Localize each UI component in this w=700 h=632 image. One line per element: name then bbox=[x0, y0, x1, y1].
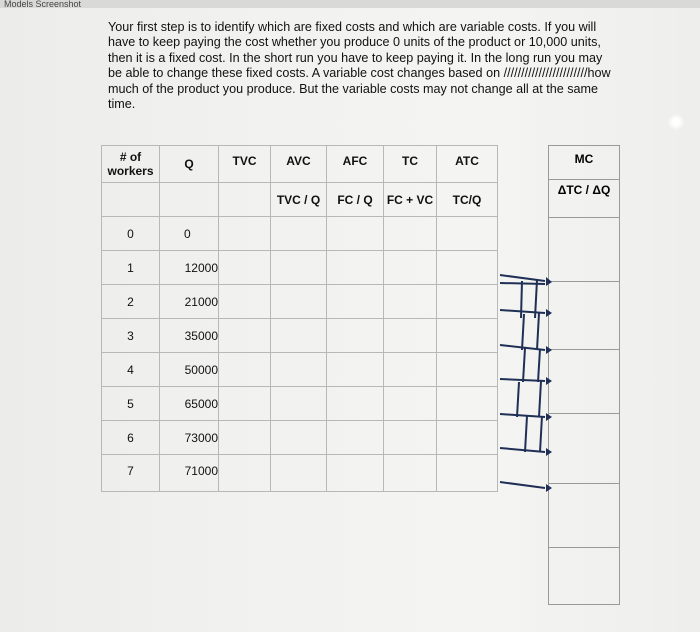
connector-arrow bbox=[500, 482, 545, 488]
connector-tick bbox=[538, 349, 540, 382]
connector-tick bbox=[517, 382, 519, 417]
q-cell: 12000 bbox=[160, 251, 219, 285]
mc-header: MC bbox=[549, 146, 619, 180]
connector-tick bbox=[537, 313, 539, 350]
connector-arrow bbox=[500, 448, 545, 452]
q-cell: 0 bbox=[160, 217, 219, 251]
workers-cell: 0 bbox=[102, 217, 160, 251]
connector-tick bbox=[540, 416, 542, 452]
light-glare bbox=[668, 114, 684, 130]
workers-cell: 5 bbox=[102, 387, 160, 421]
header-atc: ATC bbox=[437, 146, 498, 183]
workers-cell: 3 bbox=[102, 319, 160, 353]
q-cell: 65000 bbox=[160, 387, 219, 421]
header-afc: AFC bbox=[327, 146, 384, 183]
q-cell: 50000 bbox=[160, 353, 219, 387]
q-cell: 73000 bbox=[160, 421, 219, 455]
workers-cell: 6 bbox=[102, 421, 160, 455]
connector-tick bbox=[539, 381, 541, 417]
formula-avc: TVC / Q bbox=[271, 183, 327, 217]
formula-atc: TC/Q bbox=[437, 183, 498, 217]
header-tc: TC bbox=[384, 146, 437, 183]
mc-formula: ΔTC / ΔQ bbox=[549, 180, 619, 218]
connector-tick bbox=[525, 416, 527, 452]
q-cell: 35000 bbox=[160, 319, 219, 353]
formula-afc: FC / Q bbox=[327, 183, 384, 217]
header-tvc: TVC bbox=[219, 146, 271, 183]
connector-arrow bbox=[500, 275, 545, 281]
header-workers: # of workers bbox=[102, 146, 160, 183]
connector-tick bbox=[523, 348, 525, 382]
connector-tick bbox=[521, 281, 522, 318]
q-cell: 21000 bbox=[160, 285, 219, 319]
topbar-text: Models Screenshot bbox=[4, 0, 82, 8]
connector-tick bbox=[522, 314, 524, 350]
connector-arrow bbox=[500, 310, 545, 313]
header-q: Q bbox=[160, 146, 219, 183]
formula-tc: FC + VC bbox=[384, 183, 437, 217]
header-avc: AVC bbox=[271, 146, 327, 183]
q-cell: 71000 bbox=[160, 455, 219, 492]
workers-cell: 4 bbox=[102, 353, 160, 387]
workers-cell: 1 bbox=[102, 251, 160, 285]
instructions-paragraph: Your first step is to identify which are fixed costs and which are variable costs. If you will have to keep paying the cost whether you produce 0 units of the product or 10,000 units, then it is a fixed cost. In the short run you have to keep paying it. In the long run you may be able to change these fixed costs. A variable cost changes based on ////////////////////////how much of the product you produce. But the variable costs may not change all at the same time. bbox=[108, 20, 611, 112]
workers-cell: 7 bbox=[102, 455, 160, 492]
workers-cell: 2 bbox=[102, 285, 160, 319]
